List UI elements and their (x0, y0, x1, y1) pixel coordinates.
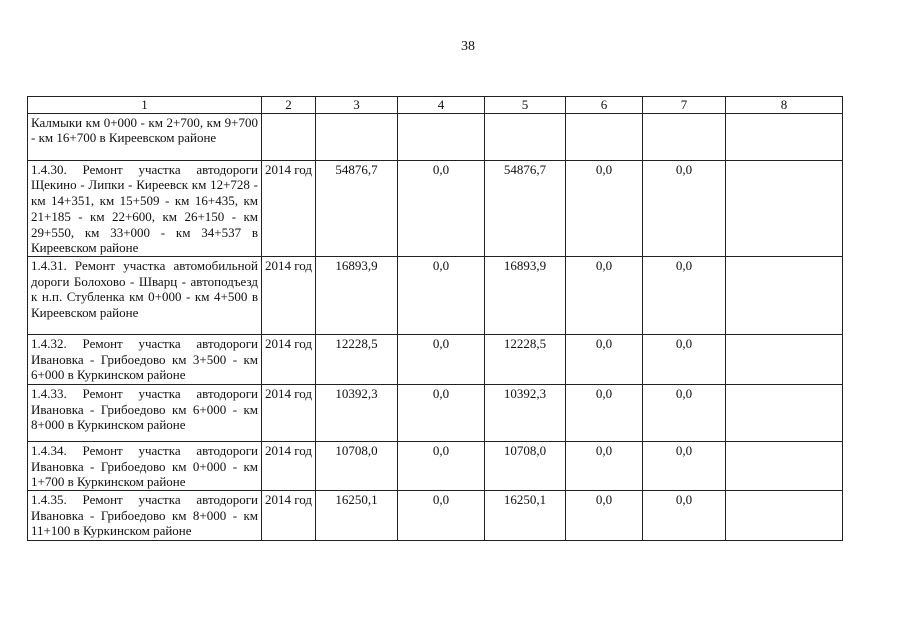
item-col5: 12228,5 (485, 334, 566, 384)
column-header: 3 (316, 97, 398, 114)
item-col5: 16893,9 (485, 256, 566, 334)
item-col7: 0,0 (643, 491, 726, 541)
column-header: 8 (726, 97, 843, 114)
item-col7 (643, 113, 726, 160)
item-col4: 0,0 (398, 256, 485, 334)
item-col6: 0,0 (566, 256, 643, 334)
item-col7: 0,0 (643, 384, 726, 441)
item-year: 2014 год (262, 160, 316, 256)
item-col6 (566, 113, 643, 160)
table-row (28, 160, 843, 256)
item-col3: 16250,1 (316, 491, 398, 541)
item-col5: 54876,7 (485, 160, 566, 256)
item-description: 1.4.30. Ремонт участка автодороги Щекино - Липки - Киреевск км 12+728 - км 14+351, км 15+509 - км 16+435, км 21+185 - км 22+600, км 26+150 - км 29+550, км 33+000 - км 34+537 в Киреевском районе (28, 160, 262, 256)
item-col8 (726, 491, 843, 541)
item-col8 (726, 441, 843, 490)
item-col6: 0,0 (566, 441, 643, 490)
item-description: Калмыки км 0+000 - км 2+700, км 9+700 - км 16+700 в Киреевском районе (28, 113, 262, 160)
item-col3: 54876,7 (316, 160, 398, 256)
item-col8 (726, 256, 843, 334)
item-description: 1.4.35. Ремонт участка автодороги Ивановка - Грибоедово км 8+000 - км 11+100 в Куркинском районе (28, 491, 262, 541)
item-col5: 16250,1 (485, 491, 566, 541)
item-col4 (398, 113, 485, 160)
item-col8 (726, 113, 843, 160)
item-col7: 0,0 (643, 334, 726, 384)
item-col5: 10392,3 (485, 384, 566, 441)
item-col5 (485, 113, 566, 160)
table-row (28, 384, 843, 441)
table-row (28, 113, 843, 160)
item-col3: 12228,5 (316, 334, 398, 384)
program-table (27, 96, 843, 541)
item-year: 2014 год (262, 334, 316, 384)
column-header: 7 (643, 97, 726, 114)
item-col3: 16893,9 (316, 256, 398, 334)
item-col3: 10392,3 (316, 384, 398, 441)
item-year: 2014 год (262, 441, 316, 490)
item-year: 2014 год (262, 256, 316, 334)
column-header: 5 (485, 97, 566, 114)
item-year: 2014 год (262, 491, 316, 541)
table-header-row (28, 97, 843, 114)
table-row (28, 334, 843, 384)
item-col7: 0,0 (643, 256, 726, 334)
item-col8 (726, 384, 843, 441)
item-description: 1.4.32. Ремонт участка автодороги Ивановка - Грибоедово км 3+500 - км 6+000 в Куркинском районе (28, 334, 262, 384)
table-row (28, 491, 843, 541)
item-description: 1.4.31. Ремонт участка автомобильной дороги Болохово - Шварц - автоподъезд к н.п. Стубленка км 0+000 - км 4+500 в Киреевском районе (28, 256, 262, 334)
item-col8 (726, 334, 843, 384)
item-col8 (726, 160, 843, 256)
item-col4: 0,0 (398, 334, 485, 384)
item-year (262, 113, 316, 160)
item-col4: 0,0 (398, 491, 485, 541)
item-description: 1.4.33. Ремонт участка автодороги Ивановка - Грибоедово км 6+000 - км 8+000 в Куркинском районе (28, 384, 262, 441)
table-row (28, 256, 843, 334)
column-header: 1 (28, 97, 262, 114)
item-col7: 0,0 (643, 160, 726, 256)
item-col6: 0,0 (566, 160, 643, 256)
item-col7: 0,0 (643, 441, 726, 490)
item-col6: 0,0 (566, 491, 643, 541)
page-number: 38 (461, 39, 475, 54)
item-col5: 10708,0 (485, 441, 566, 490)
column-header: 6 (566, 97, 643, 114)
item-description: 1.4.34. Ремонт участка автодороги Ивановка - Грибоедово км 0+000 - км 1+700 в Куркинском районе (28, 441, 262, 490)
item-col4: 0,0 (398, 441, 485, 490)
item-col6: 0,0 (566, 334, 643, 384)
item-col3 (316, 113, 398, 160)
item-col3: 10708,0 (316, 441, 398, 490)
item-col4: 0,0 (398, 384, 485, 441)
item-col6: 0,0 (566, 384, 643, 441)
column-header: 4 (398, 97, 485, 114)
column-header: 2 (262, 97, 316, 114)
table-row (28, 441, 843, 490)
item-year: 2014 год (262, 384, 316, 441)
item-col4: 0,0 (398, 160, 485, 256)
